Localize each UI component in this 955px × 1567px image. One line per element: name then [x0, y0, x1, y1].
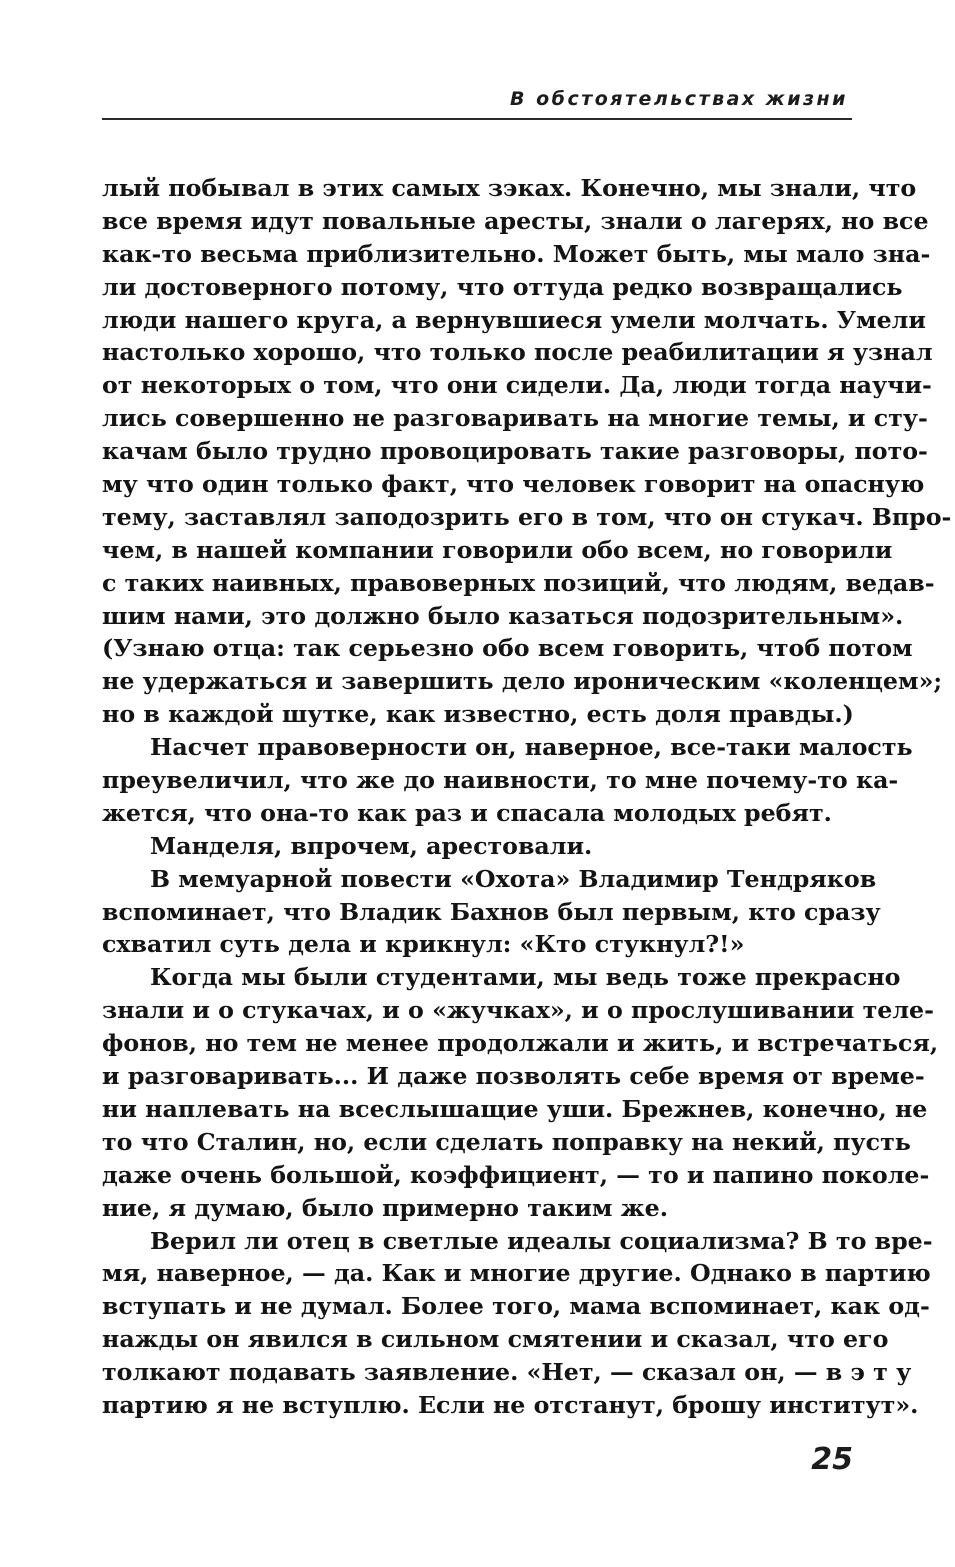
text-line: тему, заставлял заподозрить его в том, что он стукач. Впро- [102, 502, 952, 531]
text-line: все время идут повальные аресты, знали о лагерях, но все [102, 206, 929, 235]
text-line: ние, я думаю, было примерно таким же. [102, 1193, 668, 1222]
paragraph [102, 863, 881, 962]
text-line: то что Сталин, но, если сделать поправку на некий, пусть [102, 1127, 911, 1156]
text-line: даже очень большой, коэффициент, — то и папино поколе- [102, 1160, 930, 1189]
text-line: (Узнаю отца: так серьезно обо всем говорить, чтоб потом [102, 634, 913, 663]
paragraph [102, 1225, 933, 1422]
text-line: но в каждой шутке, как известно, есть доля правды.) [102, 700, 854, 729]
text-line: от некоторых о том, что они сидели. Да, люди тогда научи- [102, 371, 932, 400]
text-line: с таких наивных, правоверных позиций, что людям, ведав- [102, 568, 935, 597]
text-line: и разговаривать... И даже позволять себе время от време- [102, 1062, 925, 1091]
text-line: мя, наверное, — да. Как и многие другие. Однако в партию [102, 1259, 931, 1288]
text-line: вспоминает, что Владик Бахнов был первым, кто сразу [102, 897, 881, 926]
text-line: му что один только факт, что человек говорит на опасную [102, 470, 925, 499]
text-line: нажды он явился в сильном смятении и сказал, что его [102, 1325, 889, 1354]
text-line: Манделя, впрочем, арестовали. [150, 831, 593, 860]
paragraph [102, 830, 852, 863]
text-line: фонов, но тем не менее продолжали и жить, и встречаться, [102, 1029, 939, 1058]
text-line: В мемуарной повести «Охота» Владимир Тендряков [150, 864, 877, 893]
text-line: ни наплевать на всеслышащие уши. Брежнев, конечно, не [102, 1094, 928, 1123]
text-line: люди нашего круга, а вернувшиеся умели молчать. Умели [102, 305, 926, 334]
paragraph [102, 731, 913, 830]
text-line: лись совершенно не разговаривать на многие темы, и сту- [102, 404, 928, 433]
text-line: преувеличил, что же до наивности, то мне почему-то ка- [102, 766, 899, 795]
text-line: ли достоверного потому, что оттуда редко возвращались [102, 272, 903, 301]
text-line: жется, что она-то как раз и спасала молодых ребят. [102, 798, 832, 827]
text-line: толкают подавать заявление. «Нет, — сказал он, — в э т у [102, 1358, 912, 1387]
text-line: партию я не вступлю. Если не отстанут, брошу институт». [102, 1390, 919, 1419]
text-line: Насчет правоверности он, наверное, все-таки малость [150, 733, 913, 762]
text-line: шим нами, это должно было казаться подозрительным». [102, 601, 904, 630]
text-line: Верил ли отец в светлые идеалы социализма? В то вре- [150, 1226, 933, 1255]
text-line: знали и о стукачах, и о «жучках», и о прослушивании теле- [102, 996, 934, 1025]
text-line: схватил суть дела и крикнул: «Кто стукнул?!» [102, 930, 745, 959]
running-header: В обстоятельствах жизни [510, 88, 848, 110]
text-line: настолько хорошо, что только после реабилитации я узнал [102, 338, 933, 367]
text-line: не удержаться и завершить дело ироническим «коленцем»; [102, 667, 943, 696]
paragraph [102, 172, 952, 731]
text-line: как-то весьма приблизительно. Может быть, мы мало зна- [102, 239, 931, 268]
body-text [102, 172, 952, 1422]
text-line: чем, в нашей компании говорили обо всем, но говорили [102, 535, 893, 564]
paragraph [102, 961, 939, 1224]
header-rule [102, 118, 852, 120]
text-line: Когда мы были студентами, мы ведь тоже прекрасно [150, 963, 901, 992]
text-line: вступать и не думал. Более того, мама вспоминает, как од- [102, 1292, 930, 1321]
text-line: лый побывал в этих самых зэках. Конечно, мы знали, что [102, 174, 917, 202]
page-number: 25 [811, 1442, 853, 1477]
text-line: качам было трудно провоцировать такие разговоры, пото- [102, 437, 928, 466]
